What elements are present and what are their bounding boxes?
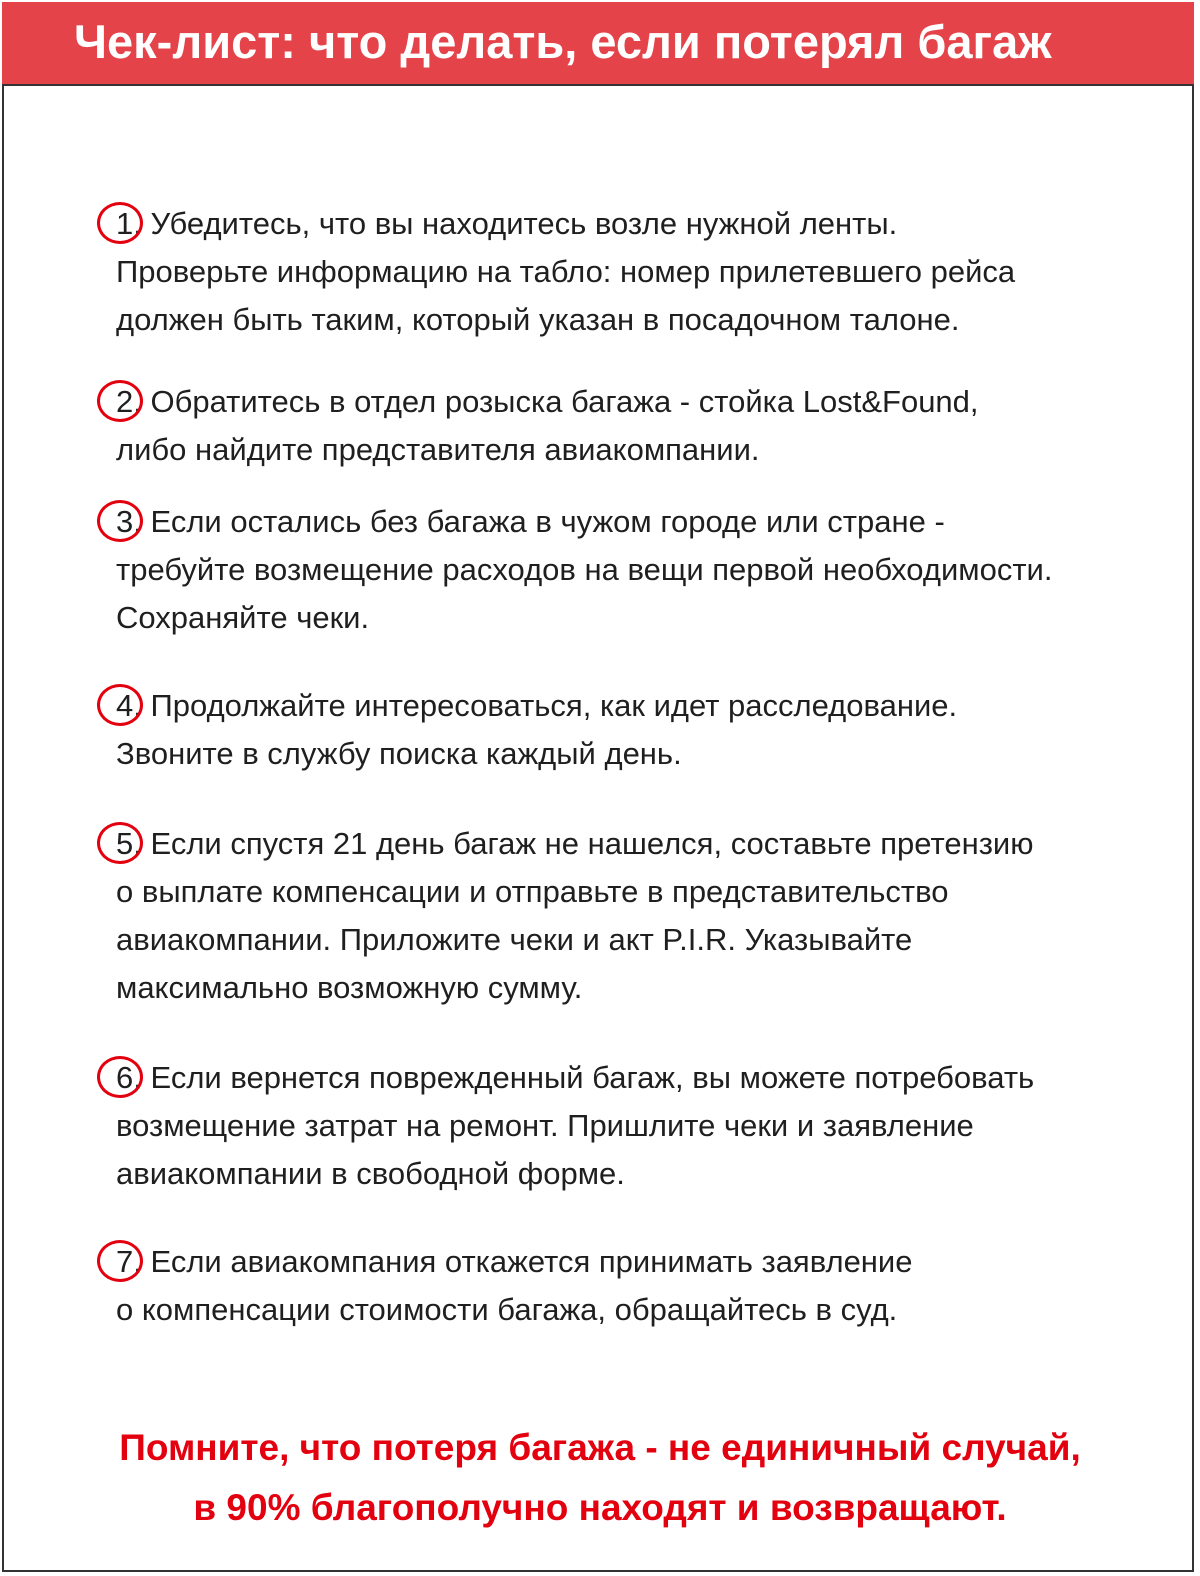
item-line: максимально возможную сумму. [116,970,583,1005]
item-line [116,682,1176,730]
item-line [116,200,1176,248]
checklist-item-7 [116,1238,1176,1334]
item-number: 2. [116,384,142,419]
item-line [116,820,1176,868]
checklist-item-1 [116,200,1176,344]
item-line: о компенсации стоимости багажа, обращайтесь в суд. [116,1292,898,1327]
number-circle-icon [97,1056,143,1098]
item-line: возмещение затрат на ремонт. Пришлите чеки и заявление [116,1108,974,1143]
item-line: Сохраняйте чеки. [116,600,370,635]
item-line: Звоните в службу поиска каждый день. [116,736,682,771]
item-text: Если спустя 21 день багаж не нашелся, составьте претензию [150,826,1034,861]
number-circle-icon [97,202,143,244]
checklist-item-3 [116,498,1176,642]
number-circle-icon [97,500,143,542]
item-line: либо найдите представителя авиакомпании. [116,432,760,467]
item-line [116,1054,1176,1102]
page-title: Чек-лист: что делать, если потерял багаж [74,15,1052,68]
number-circle-icon [97,380,143,422]
item-text: Убедитесь, что вы находитесь возле нужной ленты. [150,206,898,241]
item-line: авиакомпании. Приложите чеки и акт P.I.R. Указывайте [116,922,913,957]
item-line: Проверьте информацию на табло: номер прилетевшего рейса [116,254,1016,289]
item-line [116,1238,1176,1286]
header-bar [2,2,1194,86]
item-text: Обратитесь в отдел розыска багажа - стойка Lost&Found, [150,384,979,419]
item-line: требуйте возмещение расходов на вещи первой необходимости. [116,552,1053,587]
footer-reminder-line-2: в 90% благополучно находят и возвращают. [193,1487,1007,1528]
checklist-item-5 [116,820,1176,1012]
checklist-item-4 [116,682,1176,778]
item-text: Если вернется поврежденный багаж, вы можете потребовать [150,1060,1035,1095]
item-line: авиакомпании в свободной форме. [116,1156,625,1191]
item-line: должен быть таким, который указан в посадочном талоне. [116,302,960,337]
item-text: Если остались без багажа в чужом городе или стране - [150,504,945,539]
item-text: Если авиакомпания откажется принимать заявление [150,1244,913,1279]
item-number: 6. [116,1060,142,1095]
number-circle-icon [97,1240,143,1282]
checklist-item-2 [116,378,1176,474]
item-number: 3. [116,504,142,539]
item-number: 1. [116,206,142,241]
item-number: 7. [116,1244,142,1279]
footer-reminder-line-1: Помните, что потеря багажа - не единичный случай, [119,1427,1081,1468]
item-line [116,498,1176,546]
item-number: 4. [116,688,142,723]
item-line: о выплате компенсации и отправьте в представительство [116,874,949,909]
item-text: Продолжайте интересоваться, как идет расследование. [150,688,958,723]
number-circle-icon [97,822,143,864]
item-number: 5. [116,826,142,861]
checklist-item-6 [116,1054,1176,1198]
number-circle-icon [97,684,143,726]
item-line [116,378,1176,426]
